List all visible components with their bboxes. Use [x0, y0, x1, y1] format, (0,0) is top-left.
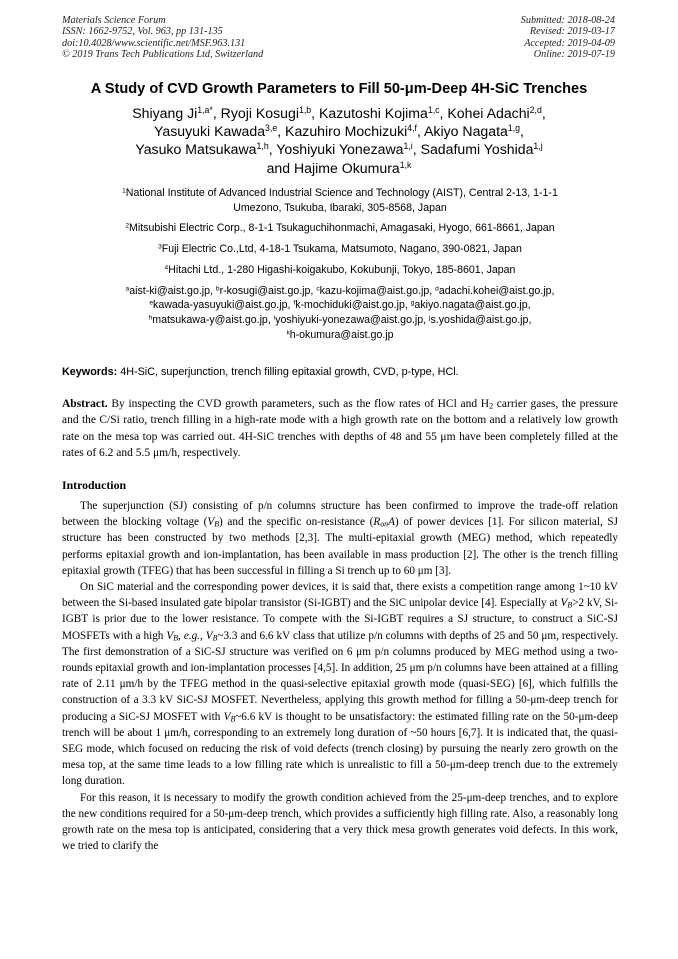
author-name: Shiyang Ji [132, 105, 198, 121]
affiliation [60, 186, 620, 215]
author-affiliation-mark: 1,k [399, 159, 412, 170]
italic-text: R [373, 516, 381, 529]
email-mark: j [429, 314, 431, 322]
author-name: Kohei Adachi [447, 105, 530, 121]
keywords [62, 366, 618, 378]
email-line: $^e$kawada-yasuyuki@aist.go.jp, $^f$k-mochiduki@aist.go.jp, $^g$akiyo.nagata@aist.go.jp, [149, 299, 531, 312]
author-name: Sadafumi Yoshida [420, 141, 534, 158]
affiliation-number: 2 [125, 222, 130, 230]
date-accepted: Accepted: 2019-04-09 [524, 37, 615, 49]
text-run: ) and the specific on-resistance ( [219, 516, 374, 529]
italic-text: V [207, 516, 215, 529]
author-list [40, 104, 638, 177]
affiliation [60, 221, 620, 236]
email-address: kawada-yasuyuki@aist.go.jp [153, 299, 288, 312]
keywords-text: 4H-SiC, superjunction, trench filling epitaxial growth, CVD, p-type, HCl. [120, 366, 459, 378]
email-mark: c [316, 285, 320, 293]
affiliation [60, 263, 620, 278]
text-run: , [178, 629, 184, 642]
author-separator: , [277, 123, 286, 140]
author-affiliation-mark: 1,c [427, 105, 440, 116]
author-affiliation-mark: 3,e [265, 123, 278, 134]
author-line [40, 140, 638, 158]
section-heading-introduction: Introduction [62, 478, 127, 492]
email-address: matsukawa-y@aist.go.jp [152, 313, 268, 326]
affiliation-line [60, 221, 620, 236]
author-affiliation-mark: 2,d [529, 105, 542, 116]
affiliation-number: 1 [122, 187, 126, 195]
email-address: h-okumura@aist.go.jp [289, 328, 394, 341]
author-name: Kazutoshi Kojima [319, 105, 428, 121]
email-address: akiyo.nagata@aist.go.jp [414, 299, 528, 312]
affiliation-line [60, 242, 620, 257]
affiliation-number: 4 [164, 264, 169, 272]
affiliations-block [60, 186, 620, 342]
email-mark: a [125, 285, 130, 293]
text-run: ~3.3 and 6.6 kV class that utilize p/n columns with depths of 25 and 50 μm, respectively. The first demonstration of a SiC-SJ structure was verified on 6 μm p/n columns produced by MEG method using a two-rounds epitaxial growth and ion-implantation processes [4,5]. In addition, 25 μm p/n columns have been attained at a filling rate of 2.11 μm/h by the TFEG method in the quasi-selective epitaxial growth mode (quasi-SEG) [6], which fulfills the construction of a 3.3 kV SiC-SJ MOSFET. Nevertheless, applying this growth method for filling a 50-μm-deep trench for producing a SiC-SJ MOSFET with [62, 629, 618, 723]
email-mark: f [293, 299, 296, 307]
journal-copyright: © 2019 Trans Tech Publications Ltd, Switzerland [62, 48, 264, 60]
introduction-body [62, 498, 618, 854]
italic-text: V [560, 597, 568, 610]
author-name: Akiyo Nagata [424, 123, 508, 140]
affiliation-text: National Institute of Advanced Industrial Science and Technology (AIST), Central 2-13, 1-1-1 [125, 187, 558, 199]
author-line [40, 104, 638, 122]
author-affiliation-mark: 4,f [407, 123, 417, 134]
affiliation-line [60, 201, 620, 216]
affiliation-line [60, 186, 620, 201]
italic-text: V [166, 629, 174, 642]
author-name: Yasuko Matsukawa [135, 141, 257, 158]
journal-info [62, 15, 263, 60]
journal-issn: ISSN: 1662-9752, Vol. 963, pp 131-135 [62, 26, 223, 38]
abstract [62, 396, 618, 461]
author-affiliation-mark: 1,g [507, 123, 521, 134]
text-run: carrier gases, the pressure and the C/Si ratio, trench filling in a high-rate mode with a high growth rate on the bottom and a relatively low growth rate on the mesa top was carried out. 4H-SiC trenches with depths of 48 and 55 μm have been completely filled at the rates of 6.2 and 5.5 μm/h, respectively. [62, 398, 618, 459]
subscript: B [173, 633, 179, 643]
affiliation-line [60, 263, 620, 278]
journal-doi: doi:10.4028/www.scientific.net/MSF.963.131 [62, 37, 246, 49]
text-run: >2 kV, Si-IGBT is prior due to the lower resistance. To compete with the Si-IGBT requires a SJ structure, to construct a SiC-SJ MOSFETs with a high [62, 597, 618, 642]
italic-text: e.g. [183, 629, 200, 642]
author-name: Yoshiyuki Yonezawa [276, 141, 404, 158]
affiliation-text: Fuji Electric Co.,Ltd, 4-18-1 Tsukama, Matsumoto, Nagano, 390-0821, Japan [161, 243, 522, 256]
author-affiliation-mark: 1,b [299, 105, 312, 116]
subscript: B [212, 633, 218, 643]
date-submitted: Submitted: 2018-08-24 [520, 15, 615, 26]
paper-title: A Study of CVD Growth Parameters to Fill 50-μm-Deep 4H-SiC Trenches [90, 81, 588, 97]
paragraph [62, 579, 618, 790]
email-mark: b [215, 285, 220, 293]
author-affiliation-mark: 1,a* [197, 105, 213, 116]
email-address: adachi.kohei@aist.go.jp [438, 284, 552, 297]
affiliation-text: Mitsubishi Electric Corp., 8-1-1 Tsukaguchihonmachi, Amagasaki, Hyogo, 661-8661, Japan [129, 222, 555, 235]
abstract-label: Abstract. [62, 398, 108, 410]
italic-text: A [388, 516, 395, 529]
author-separator: , [439, 105, 448, 121]
italic-text: V [205, 629, 213, 642]
author-separator: , [268, 141, 277, 158]
text-run: ~6.6 kV is thought to be unsatisfactory: the estimated filling rate on the 50-μm-deep trench will be about 1 μm/h, corresponding to an extremely long duration of ~50 hours [6,7]. It is indicated that, the quasi-SEG mode, which focused on reducing the risk of void defects (trench closing) by pursuing the nearly zero growth on the mesa top, at the same time leads to a low filling rate which is unrealistic to fill a 50-μm-deep trench due to the extremely long duration. [62, 710, 619, 788]
affiliation-number: 3 [158, 243, 162, 251]
subscript: B [230, 714, 236, 724]
journal-name: Materials Science Forum [62, 15, 166, 26]
text-run: , [199, 629, 206, 642]
keywords-label: Keywords: [62, 366, 118, 378]
email-address: aist-ki@aist.go.jp [129, 284, 211, 297]
affiliation [60, 242, 620, 257]
email-mark: g [410, 299, 415, 307]
author-separator: , [416, 123, 425, 140]
author-name: and Hajime Okumura [266, 159, 400, 176]
subscript: 2 [489, 401, 494, 411]
date-online: Online: 2019-07-19 [533, 48, 615, 60]
author-affiliation-mark: 1,j [533, 141, 543, 152]
author-separator: , [412, 141, 421, 158]
paragraph [62, 498, 618, 579]
text-run: For this reason, it is necessary to modify the growth condition achieved from the 25-μm-deep trenches, and to explore the new conditions required for a 50-μm-deep trench, which provides a sufficiently high filling rate. Also, a reasonably long growth rate on the mesa top is anticipated, considering that a very thick mesa growth generates void defects. In this work, we tried to clarify the [62, 791, 618, 853]
author-name: Ryoji Kosugi [220, 105, 299, 121]
author-name: Yasuyuki Kawada [154, 123, 266, 140]
email-address: r-kosugi@aist.go.jp [219, 284, 311, 297]
email-mark: i [273, 314, 276, 322]
email-address: k-mochiduki@aist.go.jp [295, 299, 405, 312]
affiliation-text: Umezono, Tsukuba, Ibaraki, 305-8568, Japan [233, 201, 447, 214]
paragraph [62, 790, 618, 855]
author-separator: , [212, 105, 221, 121]
email-address: yoshiyuki-yonezawa@aist.go.jp [275, 313, 424, 326]
affiliation-text: Hitachi Ltd., 1-280 Higashi-koigakubo, Kokubunji, Tokyo, 185-8601, Japan [168, 263, 516, 276]
email-mark: k [286, 328, 290, 336]
subscript: B [214, 519, 220, 529]
author-line [40, 159, 638, 177]
author-affiliation-mark: 1,h [256, 141, 269, 152]
text-run: ) of power devices [1]. For silicon material, SJ structure has been constructed by two methods [2,3]. The multi-epitaxial growth (MEG) method, which repeatedly performs epitaxial growth and ion-implantation, has been available in mass production [2]. The other is the trench filling epitaxial growth (TFEG) that has been successful in filling a Si trench up to 60 μm [3]. [62, 516, 619, 577]
affiliation-list [60, 186, 620, 278]
email-address: kazu-kojima@aist.go.jp [319, 284, 430, 297]
publication-dates [521, 15, 615, 60]
text-run: The superjunction (SJ) consisting of p/n columns structure has been confirmed to improve the trade-off relation between the blocking voltage ( [62, 500, 618, 529]
subscript: on [380, 519, 389, 529]
author-separator: , [541, 105, 546, 121]
email-line: $^h$matsukawa-y@aist.go.jp, $^i$yoshiyuki-yonezawa@aist.go.jp, $^j$s.yoshida@aist.go.jp, [148, 313, 532, 326]
email-mark: d [435, 285, 439, 293]
email-mark: e [149, 299, 154, 307]
abstract-text [62, 398, 618, 459]
email-list [60, 284, 620, 342]
email-mark: h [148, 314, 153, 322]
author-affiliation-mark: 1,i [403, 141, 413, 152]
date-revised: Revised: 2019-03-17 [529, 26, 615, 38]
email-line [60, 328, 620, 343]
author-line [40, 122, 638, 140]
email-line: $^a$aist-ki@aist.go.jp, $^b$r-kosugi@aist.go.jp, $^c$kazu-kojima@aist.go.jp, $^d$adachi.kohei@aist.go.jp, [125, 284, 555, 297]
author-separator: , [520, 123, 524, 140]
subscript: B [567, 600, 573, 610]
text-run: On SiC material and the corresponding power devices, it is said that, there exists a competition range among 1~10 kV between the Si-based insulated gate bipolar transistor (Si-IGBT) and the SiC unipolar device [4]. Especially at [62, 581, 618, 610]
text-run: By inspecting the CVD growth parameters, such as the flow rates of HCl and H [107, 398, 490, 410]
author-separator: , [311, 105, 319, 121]
italic-text: V [223, 710, 231, 723]
author-name: Kazuhiro Mochizuki [285, 123, 408, 140]
email-address: s.yoshida@aist.go.jp [430, 313, 529, 326]
